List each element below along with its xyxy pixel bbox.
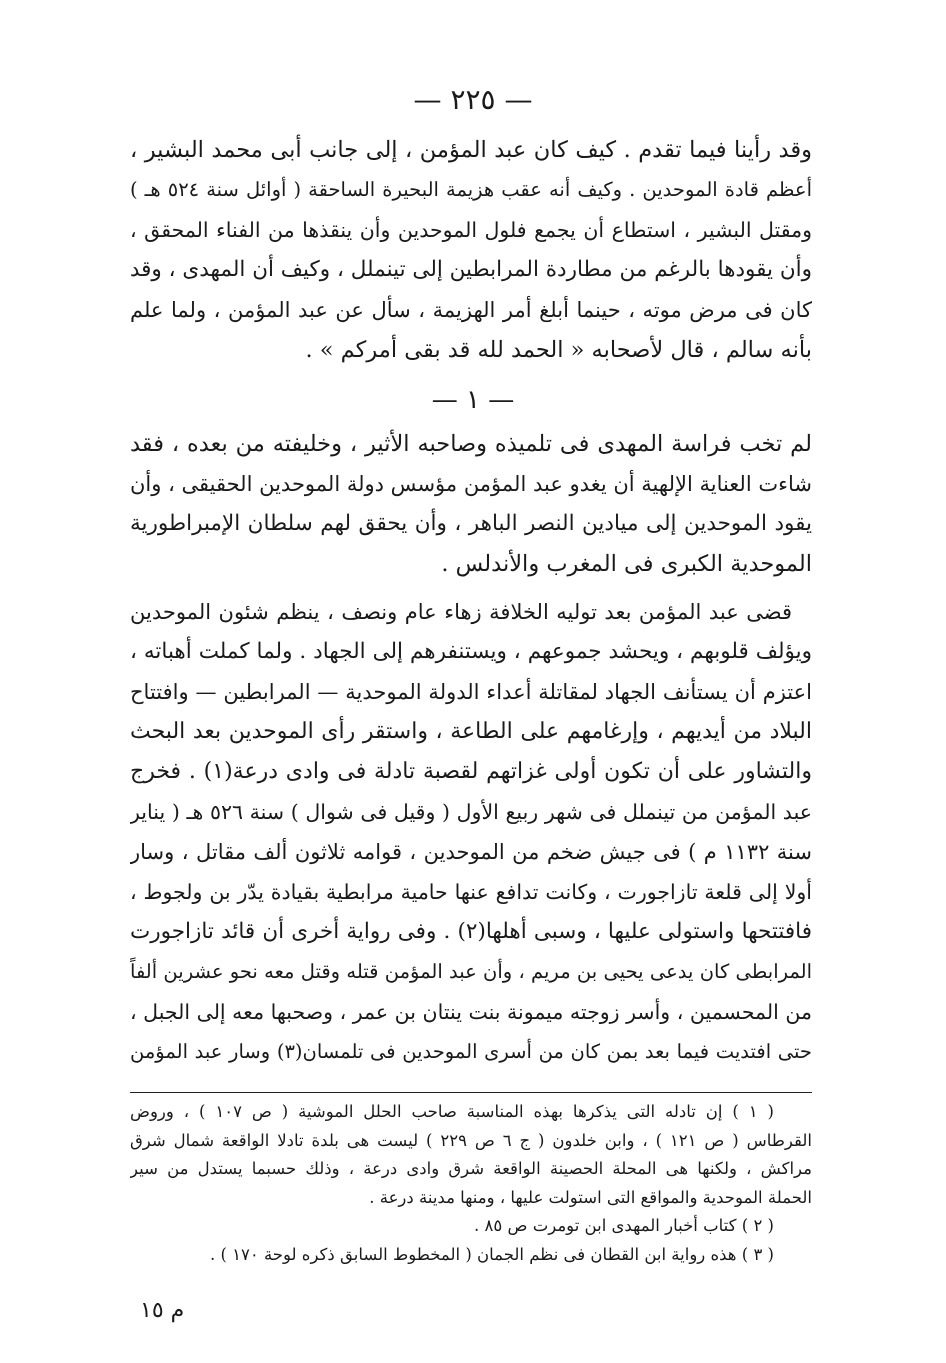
footnote-1-line: مراكش ، ولكنها هى المحلة الحصينة الواقعة شرق وادى درعة ، وذلك حسبما يستدل من سير (130, 1159, 812, 1178)
text-line: أعظم قادة الموحدين . وكيف أنه عقب هزيمة البحيرة الساحقة ( أوائل سنة ٥٢٤ هـ ) (130, 178, 812, 201)
text-line: والتشاور على أن تكون أولى غزاتهم لقصبة تادلة فى وادى درعة(١) . فخرج (130, 759, 812, 784)
text-line: من المحسمين ، وأسر زوجته ميمونة بنت ينتان بن عمر ، وصحبها معه إلى الجبل ، (130, 1000, 812, 1024)
text-line: الموحدية الكبرى فى المغرب والأندلس . (441, 551, 812, 577)
paragraph-1 (130, 424, 812, 584)
page-number: — ٢٢٥ — (413, 83, 533, 116)
text-line: البلاد من أيديهم ، وإرغامهم على الطاعة ، واستقر رأى الموحدين بعد البحث (130, 719, 812, 744)
text-line: قضى عبد المؤمن بعد توليه الخلافة زهاء عام ونصف ، ينظم شئون الموحدين (130, 600, 792, 624)
text-line: ومقتل البشير ، استطاع أن يجمع فلول الموحدين وأن ينقذها من الفناء المحقق ، (130, 218, 812, 242)
text-line: ويؤلف قلوبهم ، ويحشد جموعهم ، ويستنفرهم إلى الجهاد . ولما كملت أهباته ، (130, 639, 812, 664)
intro-paragraph (130, 130, 812, 370)
printer-signature: م ١٥ (140, 1298, 185, 1323)
section-marker: — ١ — (431, 385, 515, 415)
footnote-1-line: ( ١ ) إن تادله التى يذكرها بهذه المناسبة صاحب الحلل الموشية ( ص ١٠٧ ) ، وروض (130, 1102, 774, 1121)
text-line: حتى افتديت فيما بعد بمن كان من أسرى الموحدين فى تلمسان(٣) وسار عبد المؤمن (130, 1040, 812, 1063)
text-line: أولا إلى قلعة تازاجورت ، وكانت تدافع عنها حامية مرابطية بقيادة يدّر بن ولجوط ، (130, 880, 812, 904)
text-line: المرابطى كان يدعى يحيى بن مريم ، وأن عبد المؤمن قتله وقتل معه نحو عشرين ألفاً (130, 960, 812, 983)
footnote-3: ( ٣ ) هذه رواية ابن القطان فى نظم الجمان ( المخطوط السابق ذكره لوحة ١٧٠ ) . (209, 1244, 774, 1264)
footnotes (130, 1098, 812, 1269)
text-line: شاءت العناية الإلهية أن يغدو عبد المؤمن مؤسس دولة الموحدين الحقيقى ، وأن (130, 472, 812, 496)
text-line: اعتزم أن يستأنف الجهاد لمقاتلة أعداء الدولة الموحدية — المرابطين — وافتتاح (130, 680, 812, 704)
text-line: وأن يقودها بالرغم من مطاردة المرابطين إلى تينملل ، وكيف أن المهدى ، وقد (130, 257, 812, 282)
footnote-2: ( ٢ ) كتاب أخبار المهدى ابن تومرت ص ٨٥ . (474, 1216, 774, 1235)
text-line: فافتتحها واستولى عليها ، وسبى أهلها(٢) . وفى رواية أخرى أن قائد تازاجورت (130, 919, 812, 944)
text-line: يقود الموحدين إلى ميادين النصر الباهر ، وأن يحقق لهم سلطان الإمبراطورية (130, 511, 812, 536)
text-line: لم تخب فراسة المهدى فى تلميذه وصاحبه الأثير ، وخليفته من بعده ، فقد (130, 431, 812, 457)
paragraph-2 (130, 592, 812, 1072)
text-line: عبد المؤمن من تينملل فى شهر ربيع الأول ( وقيل فى شوال ) سنة ٥٢٦ هـ ( يناير (130, 800, 812, 824)
text-line: وقد رأينا فيما تقدم . كيف كان عبد المؤمن ، إلى جانب أبى محمد البشير ، (130, 137, 812, 163)
text-line: سنة ١١٣٢ م ) فى جيش ضخم من الموحدين ، قوامه ثلاثون ألف مقاتل ، وسار (130, 840, 812, 864)
text-line: كان فى مرض موته ، حينما أبلغ أمر الهزيمة ، سأل عن عبد المؤمن ، ولما علم (130, 298, 812, 322)
footnote-1-line: الحملة الموحدية والمواقع التى استولت عليها ، ومنها مدينة درعة . (369, 1187, 812, 1207)
text-line: بأنه سالم ، قال لأصحابه « الحمد لله قد بقى أمركم » . (305, 337, 812, 363)
footnote-1-line: القرطاس ( ص ١٢١ ) ، وابن خلدون ( ج ٦ ص ٢٢٩ ) ليست هى بلدة تادلا الواقعة شمال شرق (130, 1130, 812, 1150)
footnote-divider (130, 1092, 812, 1093)
